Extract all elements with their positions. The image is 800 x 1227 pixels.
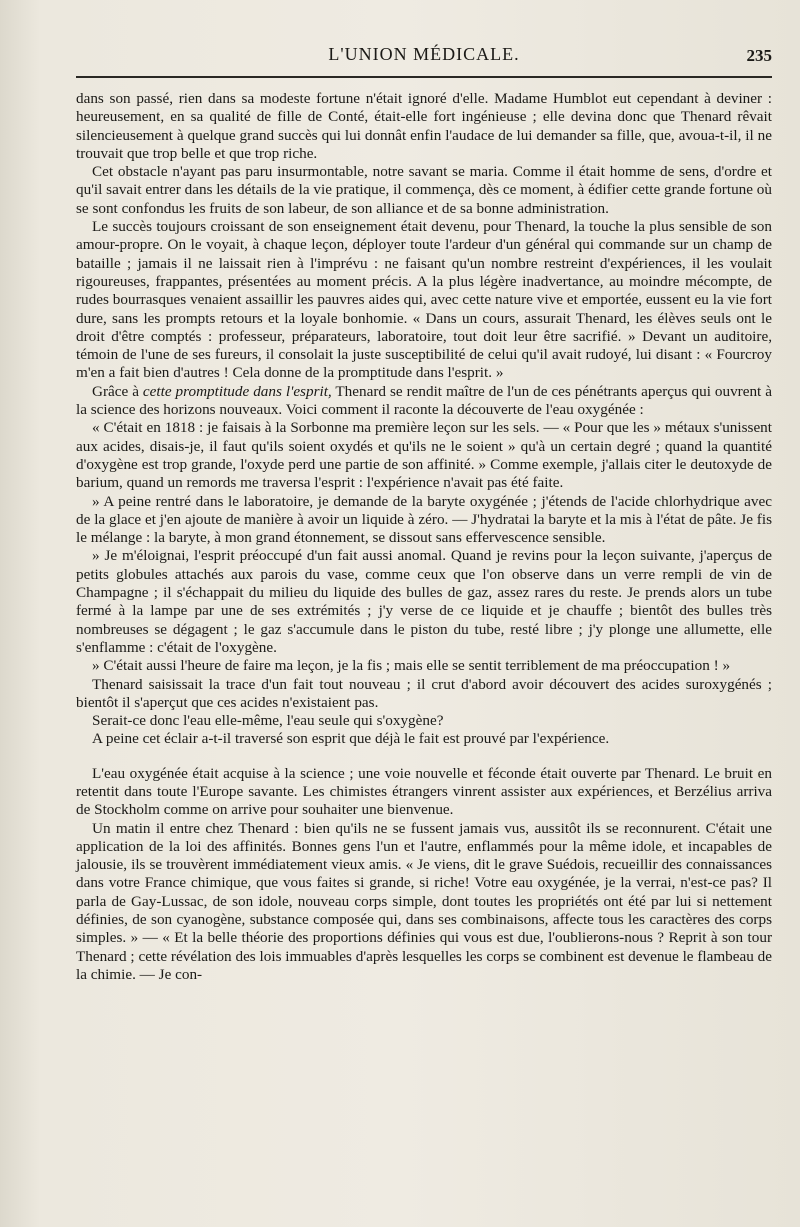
running-head: [76, 44, 772, 74]
paragraph: » A peine rentré dans le laboratoire, je demande de la baryte oxygénée ; j'étends de l'acide chlorhydrique avec de la glace et j'en ajoute de manière à avoir un liquide à zéro. — J'hydratai la baryte et la mis à l'état de pâte. Je fis le mélange : la baryte, à mon grand étonnement, se dissout sans effervescence sensible.: [76, 492, 772, 547]
paragraph: [76, 383, 772, 420]
paragraph: Cet obstacle n'ayant pas paru insurmontable, notre savant se maria. Comme il était homme de sens, d'ordre et qu'il savait entrer dans les détails de la vie pratique, il commença, dès ce moment, à édifier cette grande fortune où se sont confondus les fruits de son labeur, de son alliance et de sa bonne administration.: [76, 163, 772, 217]
journal-title: L'UNION MÉDICALE.: [328, 44, 520, 64]
italic-phrase: cette promptitude dans l'esprit,: [142, 382, 332, 400]
paragraph: Un matin il entre chez Thenard : bien qu'ils ne se fussent jamais vus, aussitôt ils se reconnurent. C'était une application de la loi des affinités. Bonnes gens l'un et l'autre, enflammés pour la même idole, et incapables de jalousie, ils se trouvèrent immédiatement vieux amis. « Je viens, dit le grave Suédois, recueillir des connaissances dans votre France chimique, que vous faites si grande, si riche! Votre eau oxygénée, je la verrai, n'est-ce pas? Il parla de Gay-Lussac, de son idole, nouveau corps simple, dont toutes les propriétés ont été par lui si nettement définies, de son cyanogène, substance composée qui, dans ses combinaisons, affecte tous les caractères des corps simples. » — « Et la belle théorie des proportions définies qui vous est due, l'oublierons-nous ? Reprit à son tour Thenard ; cette révélation des lois immuables d'après lesquelles les corps se combinent est devenue le flambeau de la chimie. — Je con-: [76, 819, 772, 983]
paragraph: Thenard saisissait la trace d'un fait tout nouveau ; il crut d'abord avoir découvert des acides suroxygénés ; bientôt il s'aperçut que ces acides n'existaient pas.: [76, 675, 772, 711]
paragraph: A peine cet éclair a-t-il traversé son esprit que déjà le fait est prouvé par l'expérience.: [92, 730, 610, 748]
paragraph: » Je m'éloignai, l'esprit préoccupé d'un fait aussi anomal. Quand je revins pour la leçon suivante, j'aperçus de petits globules attachés aux parois du vase, comme ceux que l'on observe dans un verre rempli de vin de Champagne ; il s'échappait du milieu du liquide des bulles de gaz, assez rares du reste. Je prends alors un tube fermé à la lampe par une de ses extrémités ; j'y verse de ce liquide et je chauffe ; bientôt des bulles très nombreuses se dégagent ; le gaz s'accumule dans le piston du tube, resté libre ; j'y plonge une allumette, elle s'enflamme : c'était de l'oxygène.: [76, 547, 772, 656]
paragraph: Serait-ce donc l'eau elle-même, l'eau seule qui s'oxygène?: [92, 712, 444, 730]
paragraph: L'eau oxygénée était acquise à la science ; une voie nouvelle et féconde était ouverte par Thenard. Le bruit en retentit dans toute l'Europe savante. Les chimistes étrangers vinrent assister aux expériences, et Berzélius arriva de Stockholm comme on arrive pour souhaiter une bienvenue.: [76, 764, 772, 819]
page-number: 235: [746, 46, 772, 65]
article-body: [76, 90, 772, 984]
paragraph: » C'était aussi l'heure de faire ma leçon, je la fis ; mais elle se sentit terriblement de ma préoccupation ! »: [92, 657, 731, 675]
header-rule: [76, 76, 772, 78]
paragraph-text: Grâce à: [92, 382, 143, 400]
paragraph: dans son passé, rien dans sa modeste fortune n'était ignoré d'elle. Madame Humblot eut cependant à deviner : heureusement, en sa qualité de fille de Conté, était-elle fort ingénieuse ; elle devina donc que Thenard rêvait silencieusement à quelque grand succès qui lui donnât enfin l'audace de lui demander sa fille, que, avoua-t-il, il ne trouvait que trop belle et que trop riche.: [76, 90, 772, 162]
paragraph-text: Thenard se rendit maître de l'un de ces pénétrants aperçus qui ouvrent à la science des horizons nouveaux. Voici comment il raconte la découverte de l'eau oxygénée :: [76, 382, 772, 419]
paragraph: « C'était en 1818 : je faisais à la Sorbonne ma première leçon sur les sels. — « Pour que les » métaux s'unissent aux acides, disais-je, il faut qu'ils soient oxydés et qu'ils ne le soient » qu'à un certain degré ; quand la quantité d'oxygène est trop grande, l'oxyde perd une partie de son affinité. » Comme exemple, j'allais citer le deutoxyde de barium, quand un remords me traversa l'esprit : l'expérience n'avait pas été faite.: [76, 419, 772, 492]
paragraph: Le succès toujours croissant de son enseignement était devenu, pour Thenard, la touche la plus sensible de son amour-propre. On le voyait, à chaque leçon, déployer toute l'ardeur d'un général qui commande sur un champ de bataille ; jamais il ne laissait rien à l'imprévu : ne faisant qu'un nombre restreint d'expériences, il les voulait rigoureuses, frappantes, présentées au moment précis. A la plus légère inadvertance, au moindre mécompte, de rudes bourrasques venaient assaillir les pauvres aides qui, avec cette nature vive et emportée, eussent eu la vie fort dure, sans les prompts retours et la loyale bonhomie. « Dans un cours, assurait Thenard, les élèves seuls ont le droit d'être comptés : professeur, préparateurs, laboratoire, tout doit leur être sacrifié. » Devant un auditoire, témoin de l'une de ses fureurs, il consolait la juste susceptibilité de celui qu'il avait rudoyé, lui disant : « Fourcroy m'en a fait bien d'autres ! Cela donne de la promptitude dans l'esprit. »: [76, 218, 772, 382]
